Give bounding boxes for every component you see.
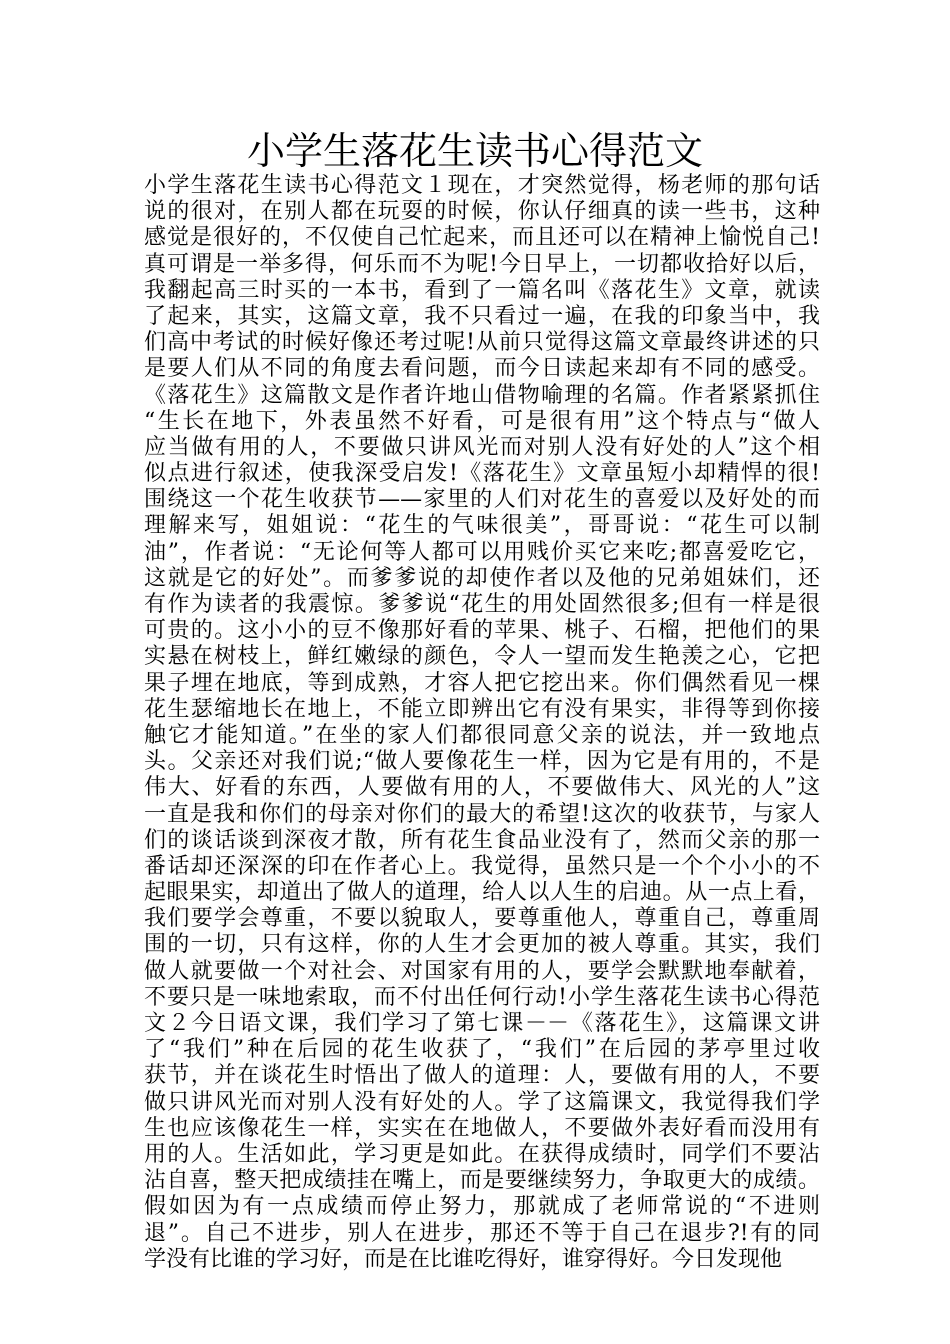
text-line: 有作为读者的我震惊。爹爹说“花生的用处固然很多;但有一样是很 (144, 592, 820, 617)
text-line: 感觉是很好的，不仅使自己忙起来，而且还可以在精神上愉悦自己! (144, 225, 820, 251)
text-line: 假如因为有一点成绩而停止努力，那就成了老师常说的“不进则 (144, 1194, 820, 1220)
text-line: 油”，作者说：“无论何等人都可以用贱价买它来吃;都喜爱吃它， (144, 539, 820, 565)
text-line: 学没有比谁的学习好，而是在比谁吃得好，谁穿得好。今日发现他 (144, 1246, 783, 1272)
text-line: 真可谓是一举多得，何乐而不为呢!今日早上，一切都收拾好以后， (144, 251, 820, 277)
text-line: 似点进行叙述，使我深受启发!《落花生》文章虽短小却精悍的很! (144, 461, 820, 487)
text-line: 触它才能知道。”在坐的家人们都很同意父亲的说法，并一致地点 (144, 722, 820, 748)
text-line: 了起来，其实，这篇文章，我不只看过一遍，在我的印象当中，我 (144, 303, 820, 329)
text-line: 退”。自己不进步，别人在进步，那还不等于自己在退步?!有的同 (144, 1220, 820, 1246)
text-line: 起眼果实，却道出了做人的道理，给人以人生的启迪。从一点上看， (144, 880, 820, 906)
document-title: 小学生落花生读书心得范文 (246, 129, 703, 173)
text-line: 《落花生》这篇散文是作者许地山借物喻理的名篇。作者紧紧抓住 (144, 382, 820, 408)
text-line: 伟大、好看的东西，人要做有用的人，不要做伟大、风光的人”这 (144, 775, 820, 801)
text-line: “生长在地下，外表虽然不好看，可是很有用”这个特点与“做人 (144, 408, 820, 434)
text-line: 说的很对，在别人都在玩耍的时候，你认仔细真的读一些书，这种 (144, 199, 820, 225)
text-line: 了“我们”种在后园的花生收获了，“我们”在后园的茅亭里过收 (144, 1037, 820, 1063)
text-line: 一直是我和你们的母亲对你们的最大的希望!这次的收获节，与家人 (144, 801, 820, 827)
text-line: 番话却还深深的印在作者心上。我觉得，虽然只是一个个小小的不 (144, 853, 820, 879)
text-line: 围绕这一个花生收获节——家里的人们对花生的喜爱以及好处的而 (144, 487, 820, 513)
text-line: 生也应该像花生一样，实实在在地做人，不要做外表好看而没用有 (144, 1115, 820, 1141)
document-body (144, 173, 820, 1273)
text-line: 果子埋在地底，等到成熟，才容人把它挖出来。你们偶然看见一棵 (144, 670, 820, 696)
text-line: 小学生落花生读书心得范文１现在，才突然觉得，杨老师的那句话 (144, 173, 820, 198)
text-line: 文２今日语文课，我们学习了第七课－－《落花生》，这篇课文讲 (144, 1011, 820, 1036)
text-line: 沾自喜，整天把成绩挂在嘴上，而是要继续努力，争取更大的成绩。 (144, 1168, 820, 1194)
text-line: 应当做有用的人，不要做只讲风光而对别人没有好处的人”这个相 (144, 434, 820, 460)
text-line: 们的谈话谈到深夜才散，所有花生食品业没有了，然而父亲的那一 (144, 827, 820, 853)
text-line: 做人就要做一个对社会、对国家有用的人，要学会默默地奉献着， (144, 958, 820, 984)
text-line: 做只讲风光而对别人没有好处的人。学了这篇课文，我觉得我们学 (144, 1089, 820, 1115)
text-line: 不要只是一味地索取，而不付出任何行动!小学生落花生读书心得范 (144, 984, 820, 1010)
text-line: 实悬在树枝上，鲜红嫩绿的颜色，令人一望而发生艳羡之心，它把 (144, 644, 820, 670)
text-line: 们高中考试的时候好像还考过呢!从前只觉得这篇文章最终讲述的只 (144, 330, 820, 356)
text-line: 围的一切，只有这样，你的人生才会更加的被人尊重。其实，我们 (144, 932, 820, 958)
text-line: 我翻起高三时买的一本书，看到了一篇名叫《落花生》文章，就读 (144, 277, 820, 303)
text-line: 可贵的。这小小的豆不像那好看的苹果、桃子、石榴，把他们的果 (144, 618, 820, 644)
text-line: 获节，并在谈花生时悟出了做人的道理：人，要做有用的人，不要 (144, 1063, 820, 1089)
text-line: 用的人。生活如此，学习更是如此。在获得成绩时，同学们不要沾 (144, 1141, 820, 1167)
text-line: 我们要学会尊重，不要以貌取人，要尊重他人，尊重自己，尊重周 (144, 906, 820, 932)
text-line: 这就是它的好处”。而爹爹说的却使作者以及他的兄弟姐妹们，还 (144, 565, 820, 591)
text-line: 头。父亲还对我们说;“做人要像花生一样，因为它是有用的，不是 (144, 749, 820, 775)
text-line: 理解来写，姐姐说：“花生的气味很美”，哥哥说：“花生可以制 (144, 513, 820, 539)
text-line: 花生瑟缩地长在地上，不能立即辨出它有没有果实，非得等到你接 (144, 696, 820, 722)
text-line: 是要人们从不同的角度去看问题，而今日读起来却有不同的感受。 (144, 356, 820, 382)
